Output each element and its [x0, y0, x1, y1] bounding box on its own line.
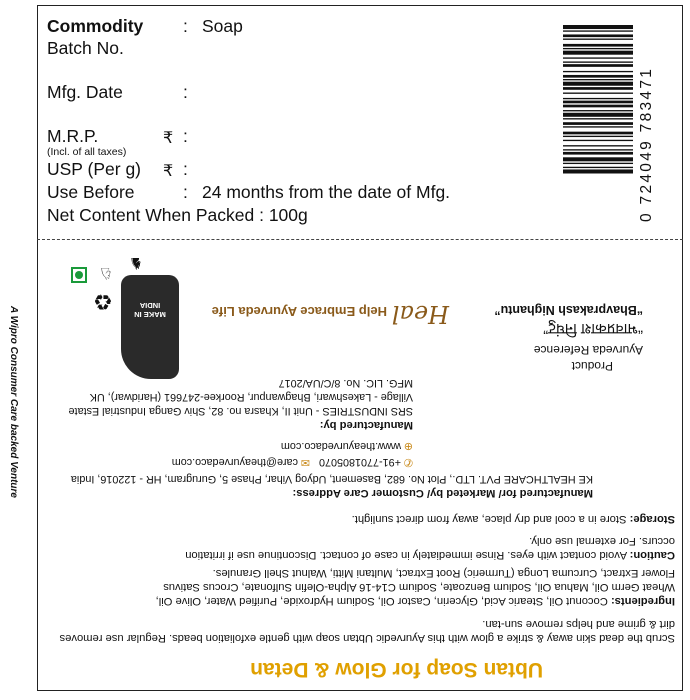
barcode-bar	[563, 101, 633, 104]
recycle-icon: ♻	[93, 289, 113, 314]
mfr-address-1: SRS INDUSTRIES - Unit II, Khasra no. 82, Shiv Ganga Industrial Estate	[68, 405, 413, 417]
ingredients-text-1: Coconut Oil, Stearic Acid, Glycerin, Castor Oil, Sodium Hydroxide, Purified Water, Olive Oil,	[155, 595, 608, 607]
barcode-bar	[563, 82, 633, 86]
barcode-bar	[563, 87, 633, 90]
barcode-bar	[563, 140, 633, 141]
barcode	[563, 25, 633, 215]
email-icon: ✉	[300, 456, 310, 468]
caution-line-1	[185, 549, 675, 561]
barcode-bar	[563, 136, 633, 137]
mfg-date-label: Mfg. Date	[47, 82, 123, 102]
barcode-bar	[563, 149, 633, 150]
barcode-bar	[563, 71, 633, 72]
lion-icon: ♞	[128, 254, 144, 271]
barcode-bar	[563, 25, 633, 29]
colon: :	[183, 126, 188, 146]
website-line	[281, 440, 413, 453]
barcode-bar	[563, 163, 633, 164]
website: www.theayurvedaco.com	[280, 440, 401, 452]
barcode-bar	[563, 44, 633, 47]
batch-label: Batch No.	[47, 38, 124, 58]
barcode-bar	[563, 34, 633, 37]
veg-symbol-icon	[71, 267, 87, 283]
globe-icon: ⊕	[403, 440, 413, 452]
product-reference-1: Product	[571, 359, 613, 373]
barcode-bar	[563, 39, 633, 40]
barcode-bar	[563, 51, 633, 55]
barcode-bar	[563, 61, 633, 62]
phone-number: +91-7701805070	[318, 456, 401, 468]
rupee-sign: ₹	[163, 163, 174, 180]
product-title: Ubtan Soap for Glow & Detan	[250, 658, 543, 681]
barcode-bar	[563, 122, 633, 125]
commodity-label: Commodity	[47, 16, 144, 36]
ingredients-line-1	[156, 595, 675, 607]
make-in-india-lion-logo	[121, 275, 179, 379]
colon: :	[183, 16, 188, 36]
ingredients-label: Ingredients:	[610, 595, 675, 607]
colon: :	[259, 205, 264, 225]
product-reference-2: Ayurveda Reference	[533, 343, 643, 357]
barcode-bar	[563, 64, 633, 67]
barcode-bar	[563, 113, 633, 117]
storage-text: Store in a cool and dry place, away from direct sunlight.	[351, 513, 627, 525]
ingredients-line-3: Flower Extract, Curcuma Longa (Turmeric) Root Extract, Multani Mitti, Walnut Shell Granules.	[212, 567, 675, 579]
net-content-value: 100g	[268, 205, 308, 225]
storage-label: Storage:	[629, 513, 675, 525]
barcode-bar	[563, 132, 633, 135]
usp-label: USP (Per g)	[47, 159, 142, 179]
mfr-address-2: Village - Lakeshwari, Bhagwanpur, Roorkee-247661 (Haridwar), UK	[89, 391, 413, 403]
barcode-bar	[563, 75, 633, 78]
tagline: Help Embrace Ayurveda Life	[211, 304, 387, 319]
caution-label: Caution:	[629, 549, 675, 561]
hindi-reference: “भावप्रकाश निघंटु”	[543, 320, 643, 337]
barcode-bar	[563, 145, 633, 146]
contact-line	[172, 456, 413, 469]
barcode-bar	[563, 105, 633, 108]
mrp-label: M.R.P.	[47, 126, 99, 146]
caution-text-1: Avoid contact with eyes. Rinse immediately in case of contact. Discontinue use if irritation	[185, 549, 628, 561]
colon: :	[183, 82, 188, 102]
net-content-label: Net Content When Packed	[47, 205, 255, 225]
ingredients-line-2: Wheat Germ Oil, Mahua Oil, Sodium Benzoate, Sodium C14-16 Alpha-Olefin Sulfonate, Crocus Sativus	[163, 581, 675, 593]
colon: :	[183, 159, 188, 179]
commodity-value: Soap	[202, 16, 243, 36]
manufactured-heading: Manufactured by:	[319, 419, 413, 431]
barcode-bar	[563, 152, 633, 155]
email-address: care@theayurvedaco.com	[171, 456, 298, 468]
product-description: Scrub the dead skin away & strike a glow with this Ayurvedic Ubtan soap with gentle exfoliation beads. Regular use removes dirt & grime and helps remove sun-tan.	[59, 618, 675, 644]
barcode-bar	[563, 167, 633, 168]
barcode-bar	[563, 110, 633, 111]
marketed-address: KE HEALTHCARE PVT. LTD., Plot No. 682, Basement, Udyog Vihar, Phase 5, Gurugram, HR - 122016, India	[70, 473, 593, 485]
barcode-bar	[563, 79, 633, 80]
barcode-bar	[563, 48, 633, 49]
heal-logo: Heal	[391, 300, 449, 328]
barcode-bar	[563, 57, 633, 58]
reference-book: “Bhavprakash Nighantu”	[494, 303, 643, 317]
storage-line	[352, 513, 675, 525]
use-before-label: Use Before	[47, 182, 135, 202]
mfg-licence: MFG. LIC. No. 8/C/UA/2017	[278, 377, 413, 389]
caution-line-2: occurs. For external use only.	[529, 535, 675, 547]
mrp-note: (Incl. of all taxes)	[47, 146, 127, 158]
barcode-bar	[563, 30, 633, 31]
barcode-digits: 0 724049 783471	[638, 66, 655, 222]
barcode-bar	[563, 126, 633, 127]
colon: :	[183, 182, 188, 202]
cruelty-free-icon: ♘	[98, 264, 114, 281]
barcode-bar	[563, 118, 633, 119]
barcode-bar	[563, 157, 633, 161]
side-note: A Wipro Consumer Care backed Venture	[8, 306, 19, 498]
make-in-india-text: MAKE IN INDIA	[134, 301, 166, 319]
barcode-bar	[563, 93, 633, 94]
use-before-value: 24 months from the date of Mfg.	[202, 182, 451, 202]
marketed-heading: Manufactured for/ Marketed by/ Customer Care Address:	[292, 487, 593, 499]
net-content	[47, 205, 308, 226]
barcode-bar	[563, 98, 633, 99]
barcode-bar	[563, 169, 633, 173]
phone-icon: ✆	[403, 456, 413, 468]
back-panel	[37, 240, 683, 691]
rupee-sign: ₹	[163, 130, 174, 147]
